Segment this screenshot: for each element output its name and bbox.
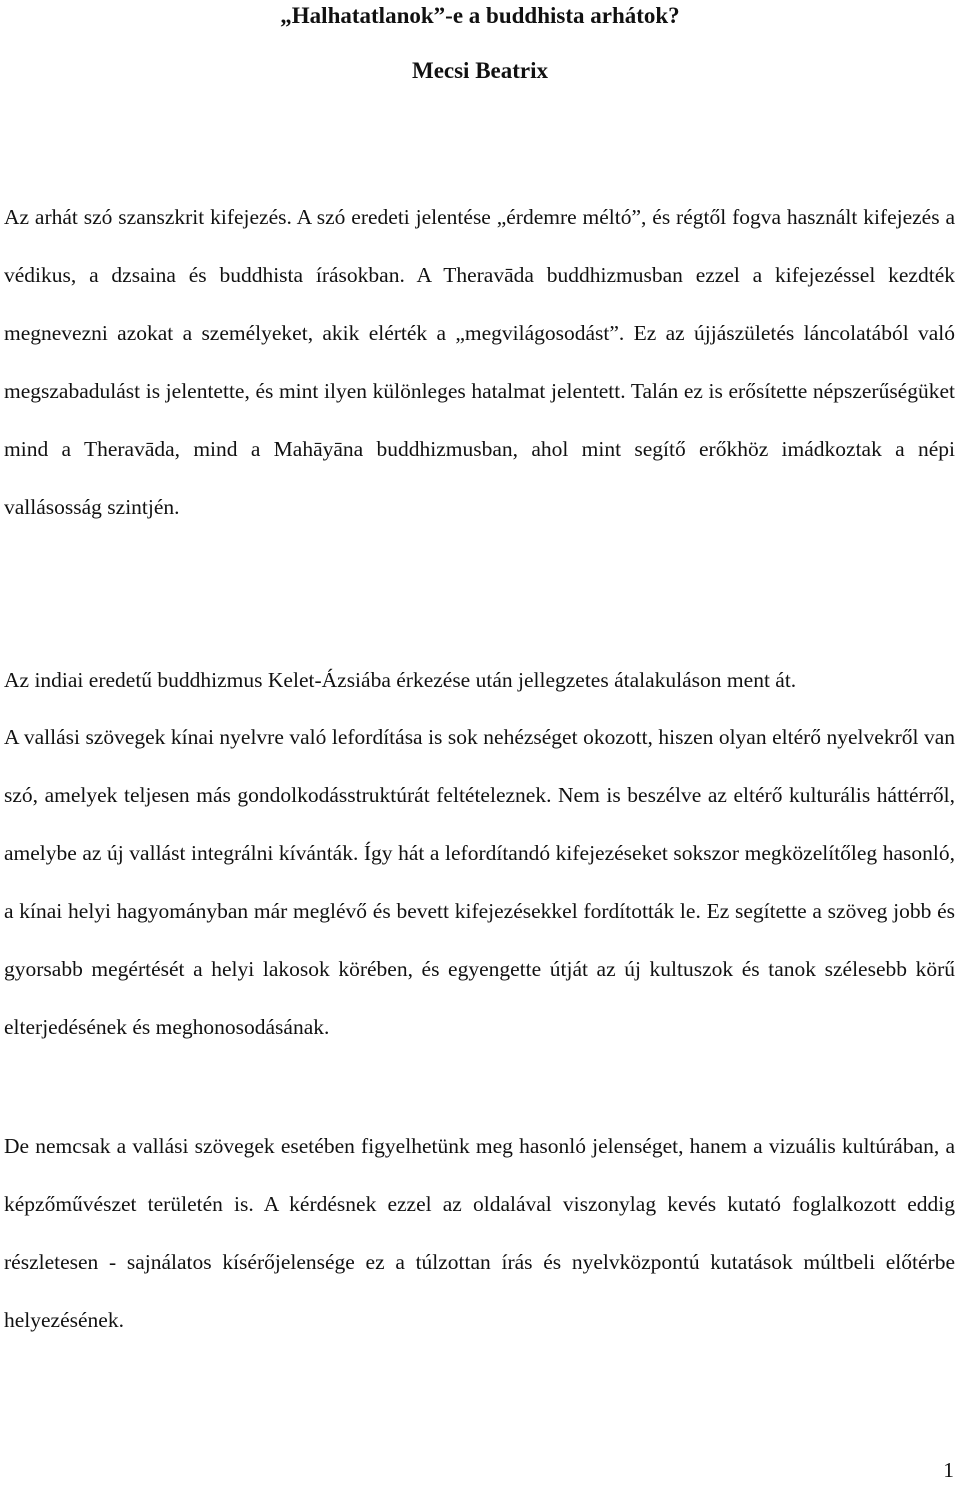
paragraph-translation-difficulties: A vallási szövegek kínai nyelvre való lefordítása is sok nehézséget okozott, hiszen olyan eltérő nyelvekről van szó, amelyek teljesen más gondolkodásstruktúrát feltételeznek. Nem is beszélve az eltérő kulturális háttérről, amelybe az új vallást integrálni kívánták. Így hát a lefordítandó kifejezéseket sokszor megközelítőleg hasonló, a kínai helyi hagyományban már meglévő és bevett kifejezésekkel fordították le. Ez segítette a szöveg jobb és gyorsabb megértését a helyi lakosok körében, és egyengette útját az új kultuszok és tanok szélesebb körű elterjedésének és meghonosodásának. [4, 725, 955, 1039]
page-number: 1 [943, 1458, 954, 1482]
paragraph-east-asia-transformation: Az indiai eredetű buddhizmus Kelet-Ázsiába érkezése után jellegzetes átalakuláson ment át. [4, 668, 797, 692]
paragraph-arhat-definition: Az arhát szó szanszkrit kifejezés. A szó eredeti jelentése „érdemre méltó”, és régtől fogva használt kifejezés a védikus, a dzsaina és buddhista írásokban. A Theravāda buddhizmusban ezzel a kifejezéssel kezdték megnevezni azokat a személyeket, akik elérték a „megvilágosodást”. Ez az újjászületés láncolatából való megszabadulást is jelentette, és mint ilyen különleges hatalmat jelentett. Talán ez is erősítette népszerűségüket mind a Theravāda, mind a Mahāyāna buddhizmusban, ahol mint segítő erőkhöz imádkoztak a népi vallásosság szintjén. [4, 205, 955, 519]
document-author: Mecsi Beatrix [411, 58, 549, 83]
document-title: „Halhatatlanok”-e a buddhista arhátok? [280, 3, 680, 28]
paragraph-visual-culture: De nemcsak a vallási szövegek esetében figyelhetünk meg hasonló jelenséget, hanem a vizuális kultúrában, a képzőművészet területén is. A kérdésnek ezzel az oldalával viszonylag kevés kutató foglalkozott eddig részletesen - sajnálatos kísérőjelensége ez a túlzottan írás és nyelvközpontú kutatások múltbeli előtérbe helyezésének. [4, 1134, 955, 1332]
